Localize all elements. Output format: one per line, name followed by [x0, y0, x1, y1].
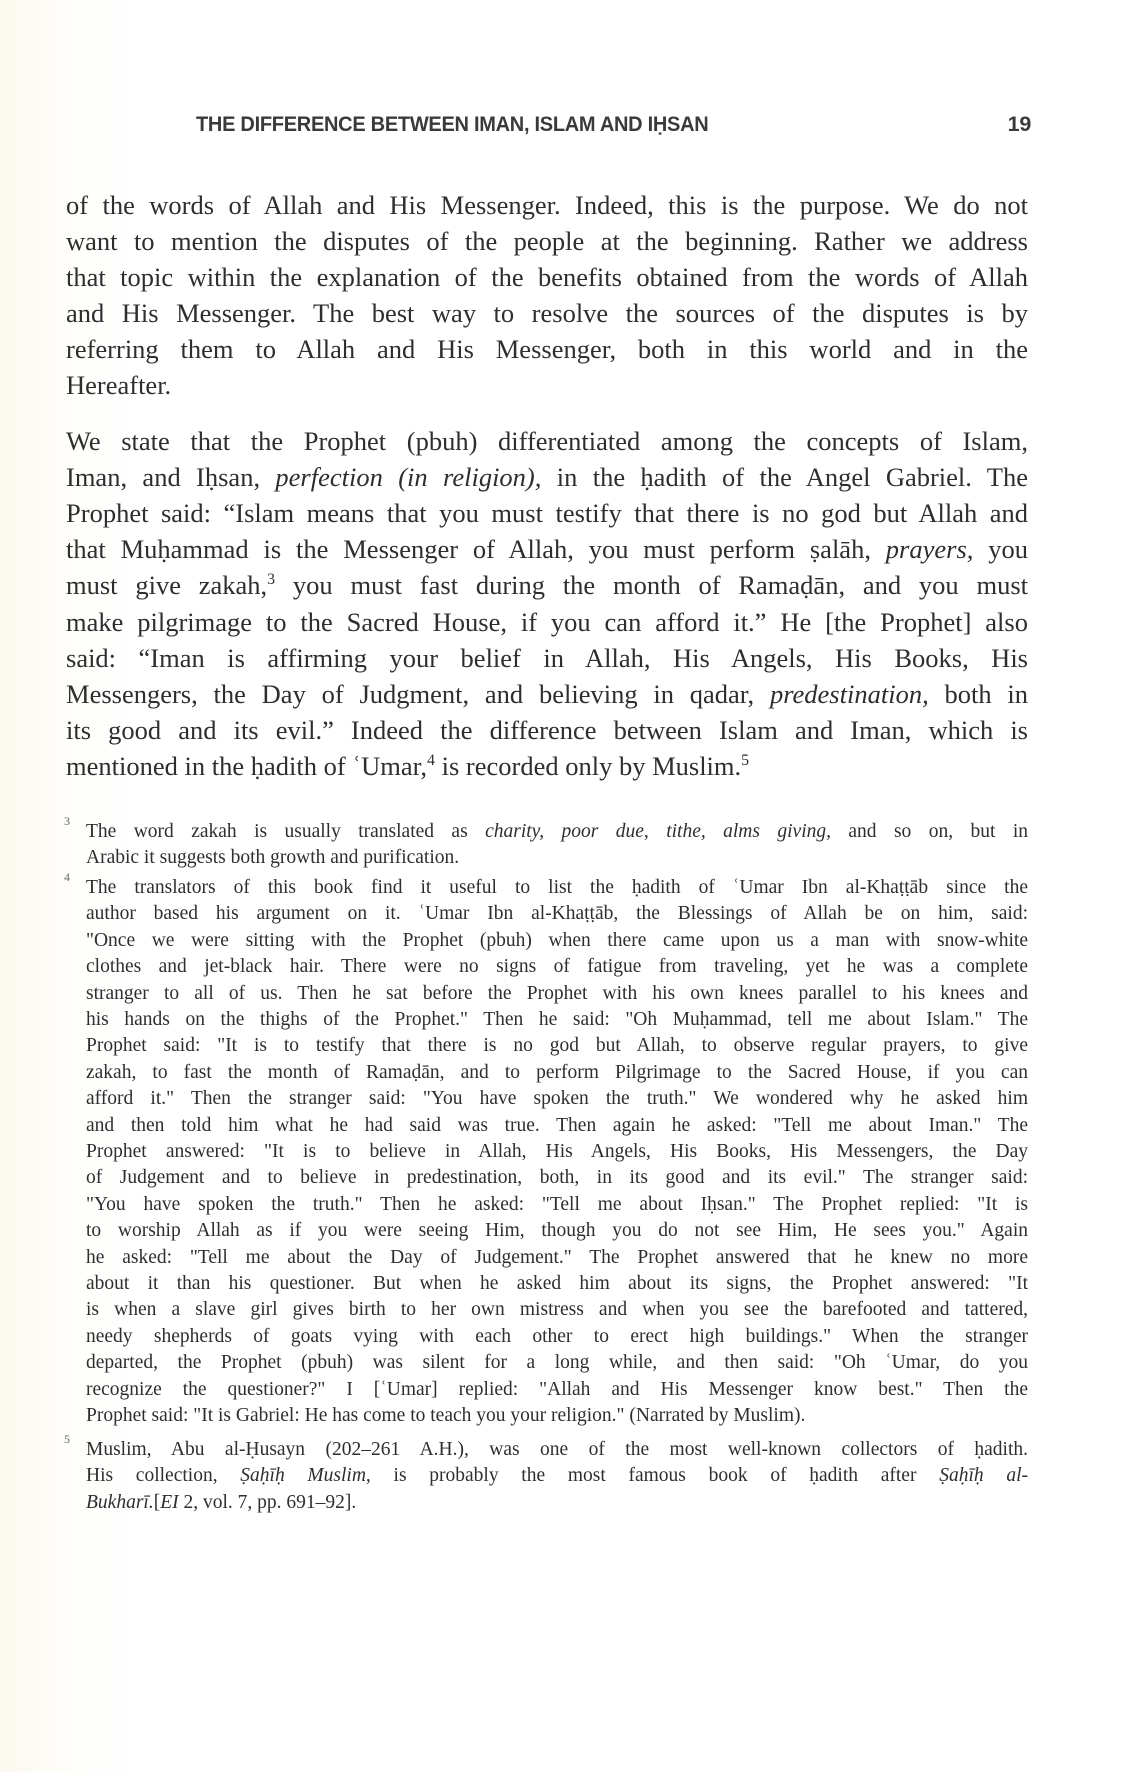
- text-line: Messengers, the Day of Judgment, and believing in qadar, predestination, both in: [66, 679, 1028, 709]
- text-line: His collection, Ṣaḥīḥ Muslim, is probably the most famous book of ḥadith after Ṣaḥīḥ al-: [86, 1465, 1028, 1487]
- text-line: We state that the Prophet (pbuh) differentiated among the concepts of Islam,: [66, 426, 1028, 456]
- footnote-marker: 3: [64, 814, 70, 828]
- text-line: and then told him what he had said was true. Then again he asked: "Tell me about Iman." The: [86, 1114, 1028, 1136]
- text-line: Prophet said: "It is to testify that there is no god but Allah, to observe regular prayers, to give: [86, 1035, 1028, 1057]
- page-number: 19: [1007, 112, 1031, 136]
- text-line: Muslim, Abu al-Ḥusayn (202–261 A.H.), was one of the most well-known collectors of ḥadith.: [86, 1439, 1028, 1460]
- text-line: Prophet said: "It is Gabriel: He has come to teach you your religion." (Narrated by Muslim).: [86, 1405, 806, 1426]
- text-line: and His Messenger. The best way to resolve the sources of the disputes is by: [66, 298, 1028, 328]
- text-line: his hands on the thighs of the Prophet." Then he said: "Oh Muḥammad, tell me about Islam." The: [86, 1009, 1028, 1030]
- text-line: to worship Allah as if you were seeing Him, though you do not see Him, He sees you." Again: [86, 1220, 1028, 1242]
- footnote-ref: 4: [427, 752, 435, 770]
- text-line: afford it." Then the stranger said: "You have spoken the truth." We wondered why he asked him: [86, 1088, 1028, 1110]
- text-line: must give zakah,$^3$ you must fast during the month of Ramaḍān, and you must: [66, 570, 1028, 600]
- text-line: mentioned in the ḥadith of ʿUmar,$^4$ is recorded only by Muslim.$^5$: [66, 751, 750, 781]
- text-line: departed, the Prophet (pbuh) was silent for a long while, and then said: "Oh ʿUmar, do you: [86, 1352, 1028, 1374]
- text-line: Hereafter.: [66, 370, 172, 400]
- text-line: of Judgement and to believe in predestination, both, in its good and its evil." The stranger said:: [86, 1167, 1028, 1189]
- text-line: zakah, to fast the month of Ramaḍān, and to perform Pilgrimage to the Sacred House, if you can: [86, 1061, 1028, 1083]
- text-line: Prophet answered: "It is to believe in Allah, His Angels, His Books, His Messengers, the Day: [86, 1141, 1028, 1162]
- text-line: is when a slave girl gives birth to her own mistress and when you see the barefooted and tattered,: [86, 1299, 1028, 1321]
- text-line: about it than his questioner. But when he asked him about its signs, the Prophet answered: "It: [86, 1273, 1028, 1294]
- text-line: its good and its evil.” Indeed the difference between Islam and Iman, which is: [66, 715, 1028, 745]
- text-line: he asked: "Tell me about the Day of Judgement." The Prophet answered that he knew no more: [86, 1246, 1028, 1268]
- text-line: clothes and jet-black hair. There were no signs of fatigue from traveling, yet he was a complete: [86, 956, 1028, 978]
- text-line: want to mention the disputes of the people at the beginning. Rather we address: [66, 226, 1028, 256]
- text-line: "You have spoken the truth." Then he asked: "Tell me about Iḥsan." The Prophet replied: "It is: [86, 1193, 1028, 1215]
- text-line: that topic within the explanation of the benefits obtained from the words of Allah: [66, 262, 1028, 292]
- text-line: make pilgrimage to the Sacred House, if you can afford it.” He [the Prophet] also: [66, 607, 1028, 637]
- text-line: The translators of this book find it useful to list the ḥadith of ʿUmar Ibn al-Khaṭṭāb since the: [86, 877, 1028, 898]
- text-line: Iman, and Iḥsan, perfection (in religion), in the ḥadith of the Angel Gabriel. The: [66, 462, 1028, 492]
- footnote-marker: 4: [64, 870, 70, 884]
- text-line: of the words of Allah and His Messenger. Indeed, this is the purpose. We do not: [66, 190, 1028, 220]
- text-line: Bukharī.[EI 2, vol. 7, pp. 691–92].: [86, 1491, 357, 1513]
- text-line: needy shepherds of goats vying with each other to erect high buildings." When the stranger: [86, 1325, 1028, 1347]
- chapter-title: THE DIFFERENCE BETWEEN IMAN, ISLAM AND IḤSAN: [196, 112, 709, 136]
- text-line: Arabic it suggests both growth and purification.: [86, 847, 460, 869]
- footnote-ref: 5: [741, 752, 750, 770]
- text-line: that Muḥammad is the Messenger of Allah, you must perform ṣalāh, prayers, you: [66, 534, 1028, 564]
- text-line: "Once we were sitting with the Prophet (pbuh) when there came upon us a man with snow-white: [86, 929, 1028, 951]
- text-line: referring them to Allah and His Messenger, both in this world and in the: [66, 334, 1028, 364]
- text-line: author based his argument on it. ʿUmar Ibn al-Khaṭṭāb, the Blessings of Allah be on him, said:: [86, 903, 1028, 925]
- footnote-marker: 5: [64, 1432, 70, 1446]
- text-line: said: “Iman is affirming your belief in Allah, His Angels, His Books, His: [66, 643, 1028, 673]
- text-line: recognize the questioner?" I [ʿUmar] replied: "Allah and His Messenger know best." Then the: [86, 1378, 1028, 1400]
- text-line: Prophet said: “Islam means that you must testify that there is no god but Allah and: [66, 498, 1028, 528]
- text-line: stranger to all of us. Then he sat before the Prophet with his own knees parallel to his knees and: [86, 982, 1028, 1004]
- text-line: The word zakah is usually translated as charity, poor due, tithe, alms giving, and so on, but in: [86, 821, 1028, 842]
- footnote-ref: 3: [267, 571, 276, 589]
